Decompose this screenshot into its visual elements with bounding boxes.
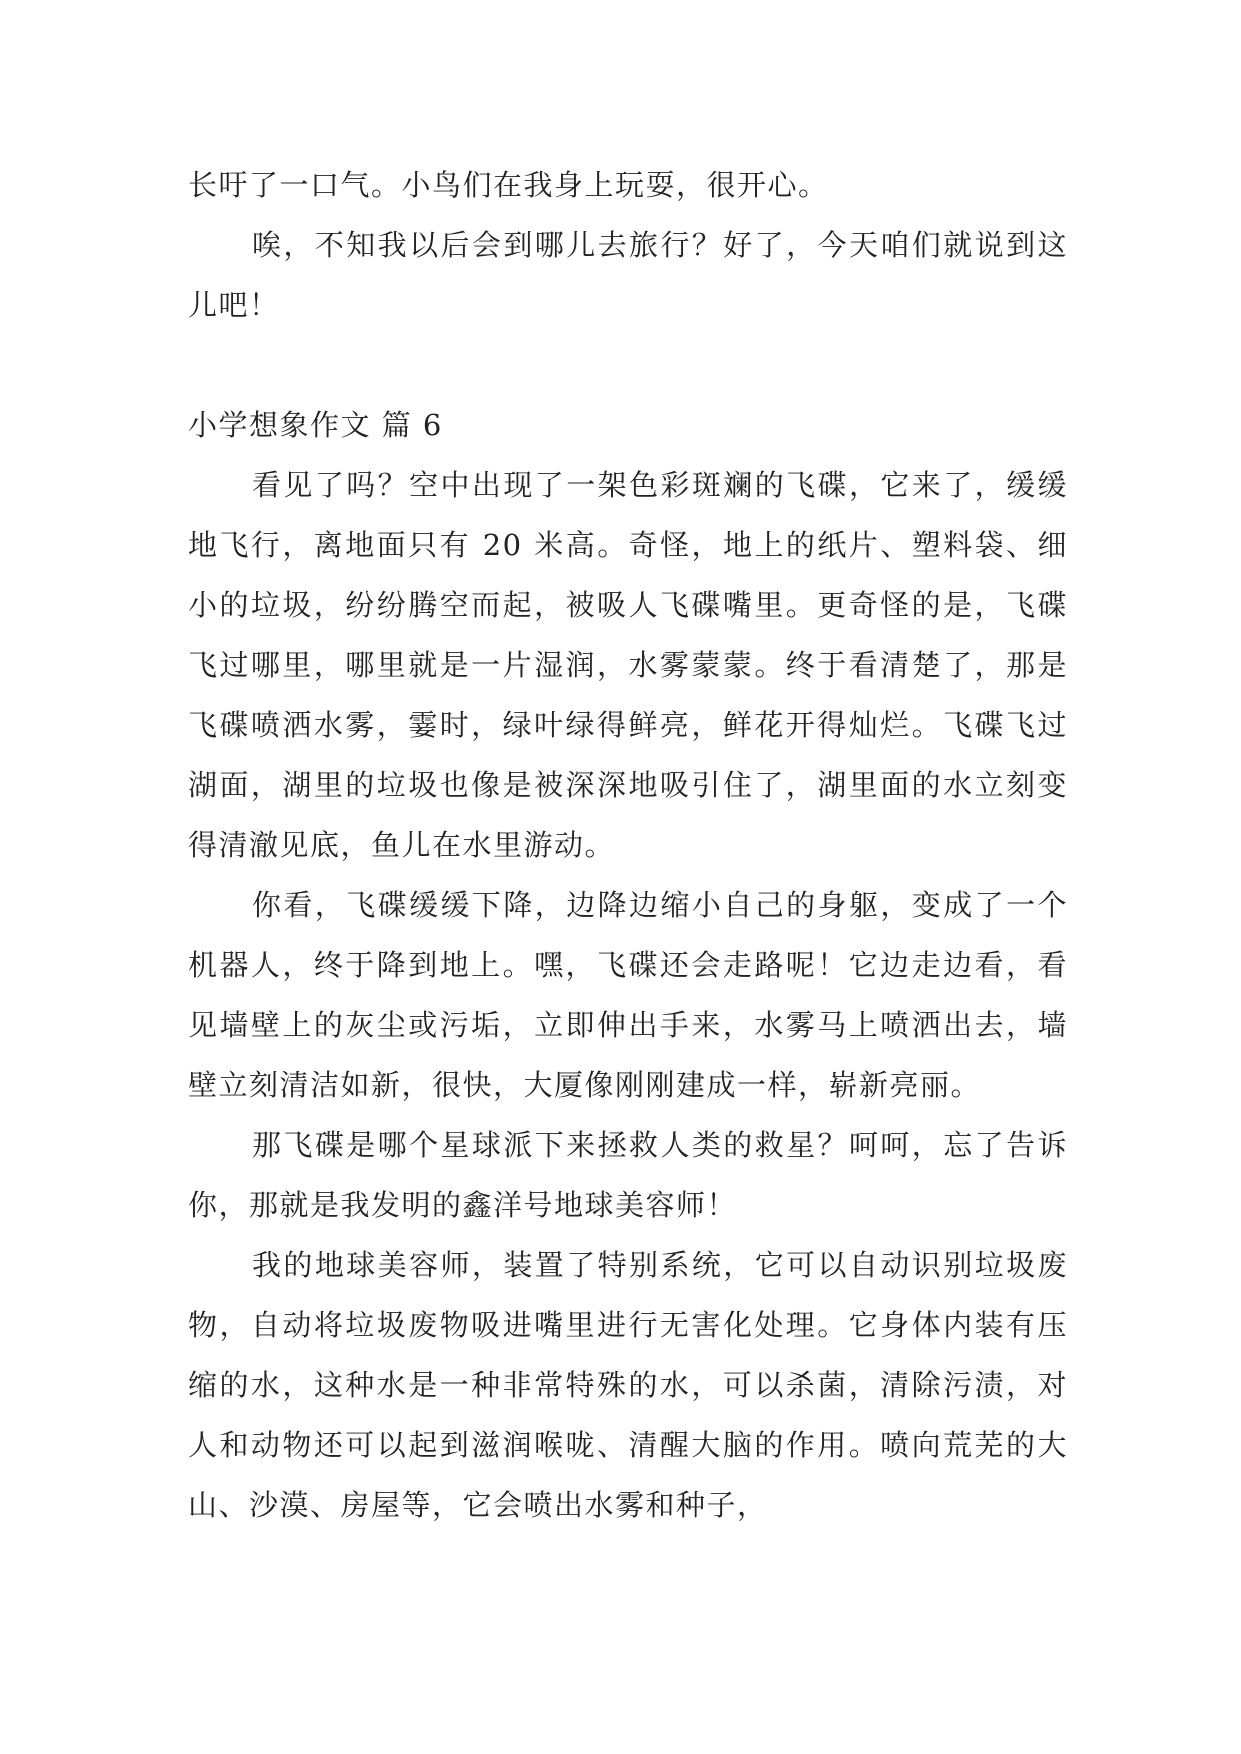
document-body bbox=[188, 155, 1068, 1535]
paragraph: 唉，不知我以后会到哪儿去旅行？好了，今天咱们就说到这儿吧！ bbox=[188, 228, 1068, 322]
paragraph-continuation: 长吁了一口气。小鸟们在我身上玩耍，很开心。 bbox=[188, 168, 829, 202]
paragraph: 我的地球美容师，装置了特别系统，它可以自动识别垃圾废物，自动将垃圾废物吸进嘴里进行无害化处理。它身体内装有压缩的水，这种水是一种非常特殊的水，可以杀菌，清除污渍，对人和动物还可以起到滋润喉咙、清醒大脑的作用。喷向荒芜的大山、沙漠、房屋等，它会喷出水雾和种子， bbox=[188, 1248, 1068, 1522]
section-heading: 小学想象作文 篇 6 bbox=[188, 408, 443, 442]
paragraph: 那飞碟是哪个星球派下来拯救人类的救星？呵呵，忘了告诉你，那就是我发明的鑫洋号地球美容师！ bbox=[188, 1128, 1068, 1222]
paragraph: 你看，飞碟缓缓下降，边降边缩小自己的身躯，变成了一个机器人，终于降到地上。嘿，飞碟还会走路呢！它边走边看，看见墙壁上的灰尘或污垢，立即伸出手来，水雾马上喷洒出去，墙壁立刻清洁如新，很快，大厦像刚刚建成一样，崭新亮丽。 bbox=[188, 888, 1068, 1102]
paragraph: 看见了吗？空中出现了一架色彩斑斓的飞碟，它来了，缓缓地飞行，离地面只有 20 米高。奇怪，地上的纸片、塑料袋、细小的垃圾，纷纷腾空而起，被吸人飞碟嘴里。更奇怪的是，飞碟飞过哪里，哪里就是一片湿润，水雾蒙蒙。终于看清楚了，那是飞碟喷洒水雾，霎时，绿叶绿得鲜亮，鲜花开得灿烂。飞碟飞过湖面，湖里的垃圾也像是被深深地吸引住了，湖里面的水立刻变得清澈见底，鱼儿在水里游动。 bbox=[188, 468, 1068, 862]
